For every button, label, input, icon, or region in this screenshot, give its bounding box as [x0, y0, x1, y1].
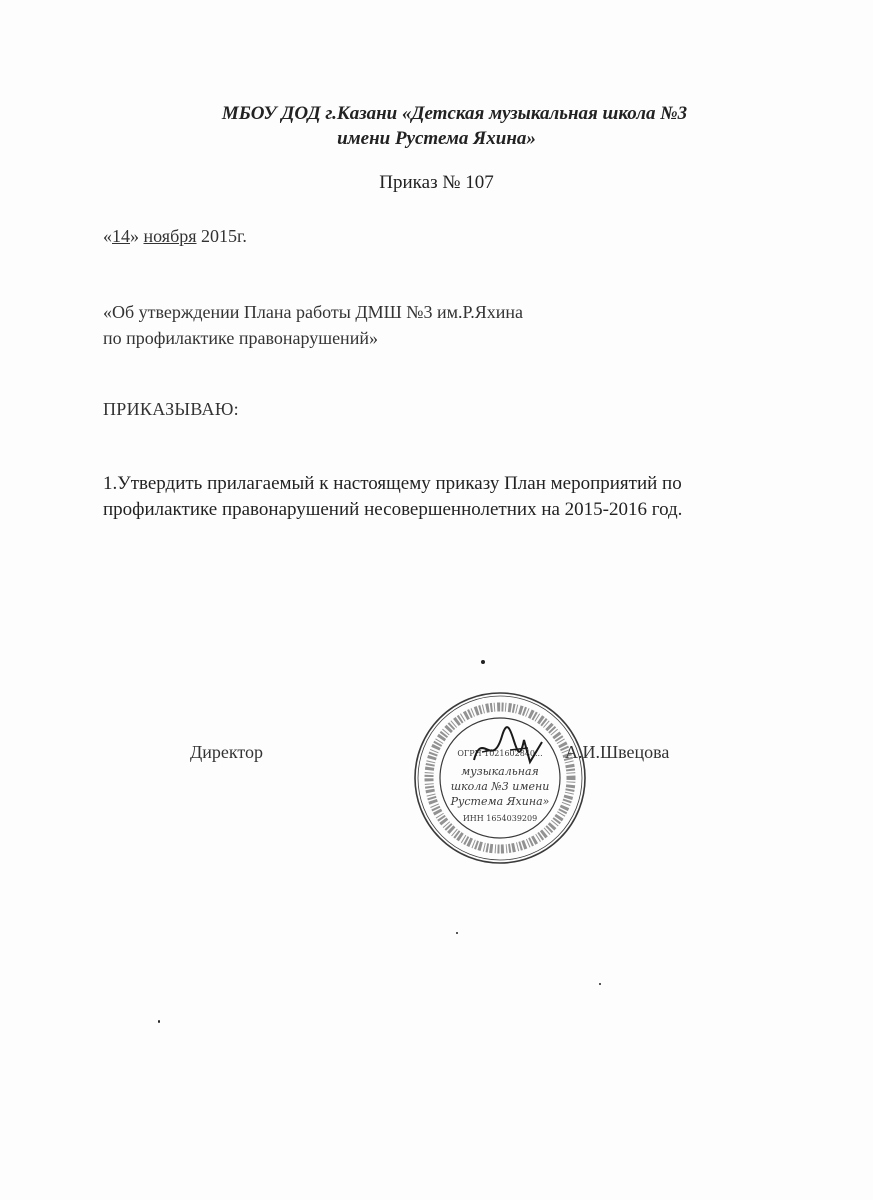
subject-line-2: по профилактике правонарушений» [103, 328, 378, 348]
stamp-center-line-3: Рустема Яхина» [450, 795, 550, 808]
stamp-ogrn: ОГРН 1021602840... [457, 749, 543, 758]
scan-speck [599, 983, 601, 985]
date-close-quote: » [130, 226, 139, 246]
date-day: 14 [112, 226, 130, 246]
signature-name: А.И.Швецова [565, 742, 670, 762]
subject-line-1: «Об утверждении Плана работы ДМШ №3 им.Р.Яхина [103, 302, 524, 322]
scan-speck [456, 932, 458, 934]
scan-speck [158, 1020, 160, 1023]
directive-heading: ПРИКАЗЫВАЮ: [103, 399, 239, 419]
stamp-center-line-1: музыкальная [461, 765, 539, 778]
organization-header [0, 101, 873, 151]
order-date [103, 226, 247, 247]
official-stamp [412, 690, 588, 866]
header-line-1: МБОУ ДОД г.Казани «Детская музыкальная школа №3 [221, 103, 688, 124]
order-title: Приказ № 107 [379, 172, 494, 193]
signature-role: Директор [190, 742, 264, 762]
date-open-quote: « [103, 226, 112, 246]
stamp-inn: ИНН 1654039209 [462, 814, 538, 823]
date-month: ноября [143, 226, 197, 246]
date-year: 2015г. [196, 226, 247, 246]
stamp-center-line-2: школа №3 имени [450, 780, 550, 793]
header-line-2: имени Рустема Яхина» [337, 128, 536, 149]
order-item: 1.Утвердить прилагаемый к настоящему приказу План мероприятий по профилактике правонарушений несовершеннолетних на 2015-2016 год. [103, 473, 683, 520]
order-subject [103, 299, 523, 351]
scan-speck [481, 660, 485, 664]
